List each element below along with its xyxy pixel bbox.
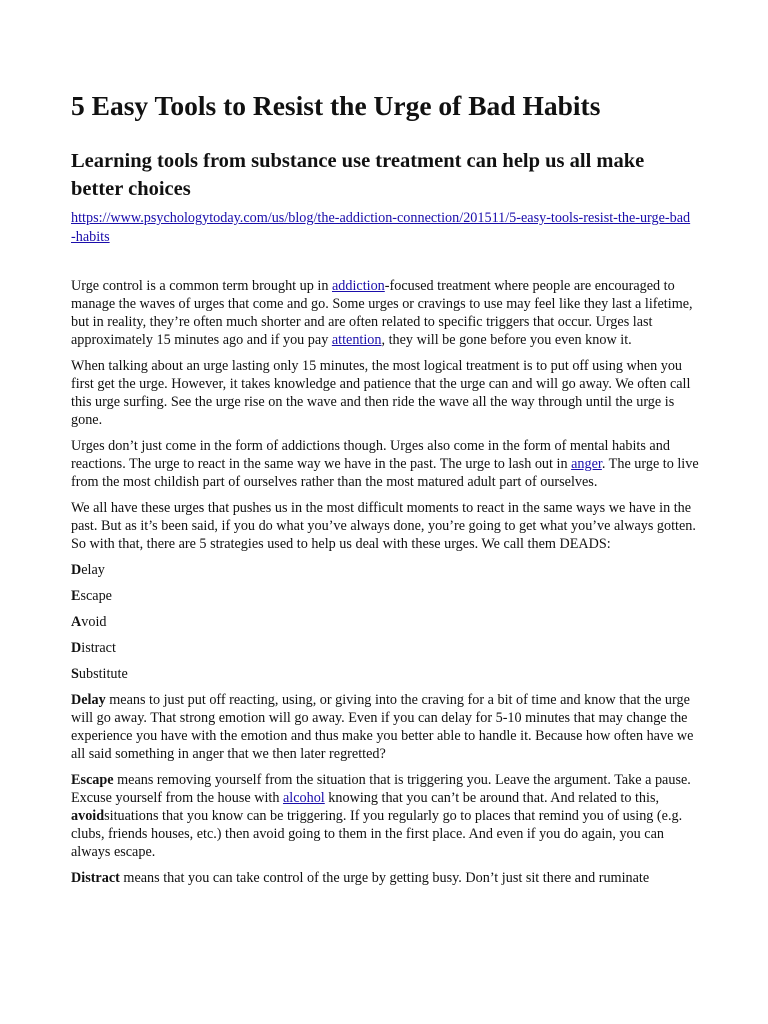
- attention-link[interactable]: attention: [331, 332, 382, 348]
- paragraph-delay: Delay means to just put off reacting, using, or giving into the craving for a bit of time and know that the urge will go away. That strong emotion will go away. Even if you can delay for 5-10 minutes that may change the experience you have with the emotion and thus make you better able to handle it. Because how often have we all said something in anger that we then later regretted?: [71, 692, 694, 762]
- deads-item-escape: Escape: [71, 588, 112, 604]
- paragraph-deads-intro: We all have these urges that pushes us in the most difficult moments to react in the same ways we have in the past. But as it’s been said, if you do what you’ve always done, you’re going to get what you’ve always gotten. So with that, there are 5 strategies used to help us deal with these urges. We call them DEADS:: [71, 500, 696, 552]
- paragraph-urge-control: Urge control is a common term brought up in addiction-focused treatment where people are encouraged to manage the waves of urges that come and go. Some urges or cravings to use may feel like they last a lifetime, but in reality, they’re often much shorter and are often related to specific triggers that occur. Urges last approximately 15 minutes ago and if you pay attention, they will be gone before you even know it.: [71, 278, 693, 348]
- alcohol-link[interactable]: alcohol: [282, 790, 325, 806]
- article-subtitle: Learning tools from substance use treatment can help us all make better choices: [71, 150, 645, 200]
- deads-item-delay: Delay: [71, 562, 105, 578]
- deads-item-substitute: Substitute: [71, 666, 128, 682]
- paragraph-mental-habits: Urges don’t just come in the form of addictions though. Urges also come in the form of mental habits and reactions. The urge to react in the same way we have in the past. The urge to lash out in anger. The urge to live from the most childish part of ourselves rather than the most matured adult part of ourselves.: [71, 438, 699, 490]
- anger-link[interactable]: anger: [571, 456, 602, 472]
- deads-item-distract: Distract: [71, 640, 116, 656]
- source-url-link[interactable]: https://www.psychologytoday.com/us/blog/the-addiction-connection/201511/5-easy-tools-resist-the-urge-bad-habits: [71, 210, 691, 245]
- article-body: [71, 277, 699, 895]
- addiction-link[interactable]: addiction: [331, 278, 385, 294]
- deads-item-avoid: Avoid: [71, 614, 107, 630]
- article-title: 5 Easy Tools to Resist the Urge of Bad Habits: [71, 90, 601, 121]
- paragraph-escape: Escape means removing yourself from the situation that is triggering you. Leave the argument. Take a pause. Excuse yourself from the house with alcohol knowing that you can’t be around that. And related to this, avoidsituations that you know can be triggering. If you regularly go to places that remind you of using (e.g. clubs, friends houses, etc.) then avoid going to them in the first place. And even if you do again, you can always escape.: [71, 772, 691, 860]
- paragraph-distract: Distract means that you can take control of the urge by getting busy. Don’t just sit there and ruminate: [71, 870, 650, 886]
- paragraph-urge-surfing: When talking about an urge lasting only 15 minutes, the most logical treatment is to put off using when you first get the urge. However, it takes knowledge and patience that the urge can and will go away. We often call this urge surfing. See the urge rise on the wave and then ride the wave all the way through until the urge is gone.: [71, 358, 691, 428]
